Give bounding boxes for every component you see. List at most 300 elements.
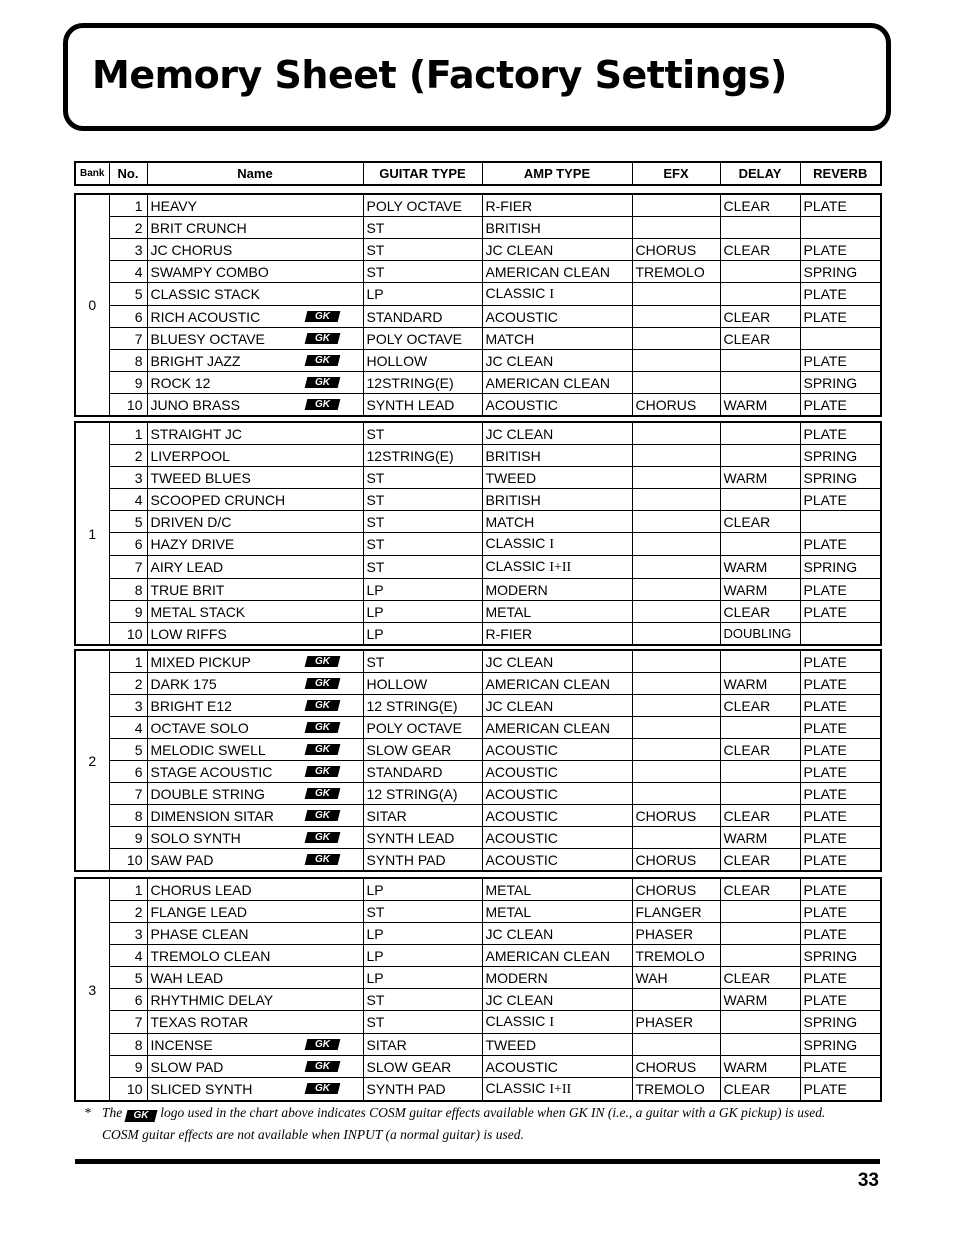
- efx: [632, 601, 720, 623]
- efx: [632, 467, 720, 489]
- efx: [632, 511, 720, 533]
- reverb: PLATE: [800, 306, 881, 328]
- amp-type: CLASSIC I: [482, 283, 632, 306]
- efx: WAH: [632, 967, 720, 989]
- guitar-type: LP: [363, 945, 482, 967]
- patch-name-cell: [147, 945, 363, 967]
- guitar-type: SYNTH LEAD: [363, 827, 482, 849]
- reverb: SPRING: [800, 372, 881, 394]
- amp-type: AMERICAN CLEAN: [482, 717, 632, 739]
- patch-number: 3: [109, 467, 147, 489]
- guitar-type: POLY OCTAVE: [363, 194, 482, 217]
- reverb: PLATE: [800, 849, 881, 872]
- bank-number: 1: [75, 422, 109, 645]
- amp-type: JC CLEAN: [482, 239, 632, 261]
- amp-type: CLASSIC I+II: [482, 1078, 632, 1102]
- amp-type: ACOUSTIC: [482, 761, 632, 783]
- patch-name: BRIT CRUNCH: [150, 219, 247, 236]
- patch-name-cell: [147, 673, 363, 695]
- patch-number: 1: [109, 194, 147, 217]
- efx: [632, 328, 720, 350]
- patch-name: DIMENSION SITAR: [150, 807, 274, 824]
- table-row: [75, 923, 881, 945]
- guitar-type: SYNTH PAD: [363, 849, 482, 872]
- table-row: [75, 394, 881, 417]
- bank-table-3: [74, 877, 882, 1102]
- guitar-type: LP: [363, 601, 482, 623]
- patch-name: SOLO SYNTH: [150, 829, 241, 846]
- patch-name: INCENSE: [150, 1036, 213, 1053]
- footnote-text-before: The: [102, 1105, 123, 1120]
- patch-name-cell: [147, 579, 363, 601]
- efx: CHORUS: [632, 239, 720, 261]
- patch-number: 6: [109, 989, 147, 1011]
- efx: [632, 623, 720, 646]
- amp-type: ACOUSTIC: [482, 394, 632, 417]
- amp-type: R-FIER: [482, 194, 632, 217]
- reverb: PLATE: [800, 967, 881, 989]
- patch-name: JUNO BRASS: [150, 396, 240, 413]
- guitar-type: LP: [363, 283, 482, 306]
- amp-type: BRITISH: [482, 445, 632, 467]
- patch-number: 9: [109, 1056, 147, 1078]
- patch-number: 6: [109, 761, 147, 783]
- patch-name: RICH ACOUSTIC: [150, 308, 261, 325]
- amp-type: TWEED: [482, 1034, 632, 1056]
- column-header-row: [74, 161, 882, 186]
- delay: [720, 422, 800, 445]
- table-row: [75, 306, 881, 328]
- patch-name-cell: [147, 394, 363, 417]
- efx: [632, 1034, 720, 1056]
- header-reverb: REVERB: [800, 162, 881, 185]
- table-row: [75, 350, 881, 372]
- patch-number: 6: [109, 306, 147, 328]
- amp-type: MODERN: [482, 967, 632, 989]
- table-row: [75, 878, 881, 901]
- patch-name-cell: [147, 783, 363, 805]
- guitar-type: LP: [363, 967, 482, 989]
- reverb: PLATE: [800, 489, 881, 511]
- patch-name-cell: [147, 923, 363, 945]
- guitar-type: HOLLOW: [363, 673, 482, 695]
- delay: CLEAR: [720, 878, 800, 901]
- efx: CHORUS: [632, 394, 720, 417]
- patch-name: LIVERPOOL: [150, 447, 230, 464]
- delay: CLEAR: [720, 739, 800, 761]
- reverb: PLATE: [800, 923, 881, 945]
- amp-type: ACOUSTIC: [482, 783, 632, 805]
- guitar-type: LP: [363, 923, 482, 945]
- table-row: [75, 283, 881, 306]
- delay: WARM: [720, 467, 800, 489]
- gk-logo-icon: GK: [304, 700, 340, 711]
- amp-type: BRITISH: [482, 489, 632, 511]
- guitar-type: POLY OCTAVE: [363, 328, 482, 350]
- table-row: [75, 467, 881, 489]
- amp-type: ACOUSTIC: [482, 805, 632, 827]
- patch-number: 7: [109, 328, 147, 350]
- efx: PHASER: [632, 1011, 720, 1034]
- patch-name: MIXED PICKUP: [150, 653, 251, 670]
- table-row: [75, 1034, 881, 1056]
- header-efx: EFX: [632, 162, 720, 185]
- delay: CLEAR: [720, 194, 800, 217]
- patch-name: SLOW PAD: [150, 1058, 224, 1075]
- patch-name-cell: [147, 350, 363, 372]
- page-title: Memory Sheet (Factory Settings): [92, 53, 787, 97]
- patch-name: DARK 175: [150, 675, 217, 692]
- patch-name-cell: [147, 445, 363, 467]
- patch-name: WAH LEAD: [150, 969, 224, 986]
- patch-name: STRAIGHT JC: [150, 425, 243, 442]
- efx: [632, 422, 720, 445]
- amp-type: JC CLEAN: [482, 422, 632, 445]
- patch-number: 3: [109, 239, 147, 261]
- patch-number: 7: [109, 783, 147, 805]
- delay: CLEAR: [720, 328, 800, 350]
- patch-number: 4: [109, 717, 147, 739]
- patch-name: DRIVEN D/C: [150, 513, 232, 530]
- patch-name-cell: [147, 717, 363, 739]
- efx: [632, 489, 720, 511]
- patch-number: 1: [109, 422, 147, 445]
- table-row: [75, 623, 881, 646]
- efx: PHASER: [632, 923, 720, 945]
- patch-name-cell: [147, 556, 363, 579]
- guitar-type: 12STRING(E): [363, 445, 482, 467]
- gk-logo-icon: GK: [304, 810, 340, 821]
- bank-number: 3: [75, 878, 109, 1101]
- header-bank: Bank: [75, 162, 109, 185]
- guitar-type: HOLLOW: [363, 350, 482, 372]
- delay: [720, 1011, 800, 1034]
- patch-name: BLUESY OCTAVE: [150, 330, 265, 347]
- patch-name: HAZY DRIVE: [150, 536, 235, 552]
- patch-number: 10: [109, 623, 147, 646]
- delay: [720, 283, 800, 306]
- patch-number: 8: [109, 350, 147, 372]
- delay: [720, 1034, 800, 1056]
- amp-type: JC CLEAN: [482, 650, 632, 673]
- patch-name-cell: [147, 827, 363, 849]
- reverb: PLATE: [800, 673, 881, 695]
- patch-number: 10: [109, 394, 147, 417]
- gk-logo-icon: GK: [304, 1039, 340, 1050]
- delay: WARM: [720, 1056, 800, 1078]
- patch-name: PHASE CLEAN: [150, 925, 249, 942]
- amp-type: JC CLEAN: [482, 923, 632, 945]
- patch-name-cell: [147, 1056, 363, 1078]
- delay: [720, 261, 800, 283]
- reverb: PLATE: [800, 239, 881, 261]
- reverb: SPRING: [800, 1011, 881, 1034]
- patch-name-cell: [147, 695, 363, 717]
- patch-number: 2: [109, 445, 147, 467]
- reverb: SPRING: [800, 445, 881, 467]
- table-row: [75, 556, 881, 579]
- reverb: SPRING: [800, 1034, 881, 1056]
- patch-name-cell: [147, 283, 363, 306]
- reverb: PLATE: [800, 717, 881, 739]
- patch-name: CLASSIC STACK: [150, 286, 260, 302]
- efx: TREMOLO: [632, 1078, 720, 1102]
- table-row: [75, 695, 881, 717]
- patch-name-cell: [147, 239, 363, 261]
- patch-name-cell: [147, 489, 363, 511]
- delay: CLEAR: [720, 695, 800, 717]
- amp-type: MATCH: [482, 328, 632, 350]
- patch-number: 2: [109, 901, 147, 923]
- table-row: [75, 511, 881, 533]
- delay: CLEAR: [720, 239, 800, 261]
- gk-logo-icon: GK: [304, 744, 340, 755]
- gk-logo-icon: GK: [304, 854, 340, 865]
- table-row: [75, 579, 881, 601]
- gk-logo-icon: GK: [304, 678, 340, 689]
- reverb: PLATE: [800, 1078, 881, 1102]
- table-row: [75, 783, 881, 805]
- patch-name: SWAMPY COMBO: [150, 263, 269, 280]
- patch-number: 6: [109, 533, 147, 556]
- table-row: [75, 650, 881, 673]
- patch-name: HEAVY: [150, 197, 197, 214]
- delay: [720, 350, 800, 372]
- bank-table-2: [74, 649, 882, 872]
- patch-name-cell: [147, 849, 363, 872]
- gk-logo-icon: GK: [304, 832, 340, 843]
- reverb: SPRING: [800, 945, 881, 967]
- amp-type: ACOUSTIC: [482, 739, 632, 761]
- patch-name: STAGE ACOUSTIC: [150, 763, 273, 780]
- gk-logo-icon: GK: [304, 377, 340, 388]
- efx: FLANGER: [632, 901, 720, 923]
- efx: [632, 372, 720, 394]
- patch-name: BRIGHT JAZZ: [150, 352, 241, 369]
- patch-number: 5: [109, 739, 147, 761]
- guitar-type: ST: [363, 1011, 482, 1034]
- guitar-type: 12 STRING(A): [363, 783, 482, 805]
- guitar-type: SYNTH LEAD: [363, 394, 482, 417]
- guitar-type: ST: [363, 261, 482, 283]
- efx: [632, 673, 720, 695]
- efx: [632, 739, 720, 761]
- patch-name: JC CHORUS: [150, 241, 233, 258]
- reverb: [800, 328, 881, 350]
- amp-type: AMERICAN CLEAN: [482, 372, 632, 394]
- efx: [632, 283, 720, 306]
- patch-name: DOUBLE STRING: [150, 785, 265, 802]
- delay: DOUBLING: [720, 623, 800, 646]
- table-row: [75, 489, 881, 511]
- efx: [632, 533, 720, 556]
- efx: [632, 194, 720, 217]
- patch-number: 8: [109, 579, 147, 601]
- efx: [632, 761, 720, 783]
- patch-name-cell: [147, 467, 363, 489]
- amp-type: ACOUSTIC: [482, 306, 632, 328]
- patch-number: 4: [109, 945, 147, 967]
- table-row: [75, 827, 881, 849]
- table-row: [75, 422, 881, 445]
- patch-name-cell: [147, 306, 363, 328]
- guitar-type: ST: [363, 901, 482, 923]
- table-row: [75, 445, 881, 467]
- amp-type: R-FIER: [482, 623, 632, 646]
- efx: CHORUS: [632, 878, 720, 901]
- patch-name-cell: [147, 967, 363, 989]
- guitar-type: ST: [363, 489, 482, 511]
- patch-name-cell: [147, 328, 363, 350]
- reverb: PLATE: [800, 878, 881, 901]
- patch-number: 10: [109, 849, 147, 872]
- reverb: PLATE: [800, 827, 881, 849]
- table-row: [75, 761, 881, 783]
- efx: [632, 217, 720, 239]
- guitar-type: ST: [363, 989, 482, 1011]
- efx: [632, 827, 720, 849]
- patch-number: 7: [109, 1011, 147, 1034]
- patch-name: SLICED SYNTH: [150, 1081, 253, 1097]
- reverb: PLATE: [800, 783, 881, 805]
- amp-type: JC CLEAN: [482, 350, 632, 372]
- patch-number: 10: [109, 1078, 147, 1102]
- efx: [632, 579, 720, 601]
- patch-number: 2: [109, 217, 147, 239]
- delay: WARM: [720, 556, 800, 579]
- patch-name: CHORUS LEAD: [150, 881, 252, 898]
- reverb: SPRING: [800, 261, 881, 283]
- gk-logo-icon: GK: [304, 355, 340, 366]
- guitar-type: ST: [363, 556, 482, 579]
- delay: [720, 489, 800, 511]
- gk-logo-icon: GK: [304, 656, 340, 667]
- table-row: [75, 805, 881, 827]
- patch-number: 3: [109, 695, 147, 717]
- delay: CLEAR: [720, 1078, 800, 1102]
- patch-name: METAL STACK: [150, 603, 246, 620]
- footnote-line-1: [102, 1102, 825, 1124]
- guitar-type: POLY OCTAVE: [363, 717, 482, 739]
- guitar-type: ST: [363, 467, 482, 489]
- patch-number: 7: [109, 556, 147, 579]
- amp-type: JC CLEAN: [482, 989, 632, 1011]
- guitar-type: SYNTH PAD: [363, 1078, 482, 1102]
- patch-name-cell: [147, 1011, 363, 1034]
- efx: [632, 783, 720, 805]
- guitar-type: STANDARD: [363, 761, 482, 783]
- patch-name-cell: [147, 623, 363, 646]
- delay: CLEAR: [720, 306, 800, 328]
- bank-table-0: [74, 193, 882, 417]
- table-row: [75, 1011, 881, 1034]
- table-row: [75, 261, 881, 283]
- gk-logo-icon: GK: [304, 722, 340, 733]
- reverb: PLATE: [800, 579, 881, 601]
- reverb: PLATE: [800, 901, 881, 923]
- amp-type: CLASSIC I: [482, 1011, 632, 1034]
- header-no: No.: [109, 162, 147, 185]
- gk-logo-icon: GK: [304, 766, 340, 777]
- table-row: [75, 673, 881, 695]
- amp-type: AMERICAN CLEAN: [482, 673, 632, 695]
- table-row: [75, 601, 881, 623]
- efx: [632, 650, 720, 673]
- guitar-type: ST: [363, 217, 482, 239]
- reverb: PLATE: [800, 989, 881, 1011]
- patch-name-cell: [147, 989, 363, 1011]
- table-row: [75, 967, 881, 989]
- efx: TREMOLO: [632, 945, 720, 967]
- table-row: [75, 217, 881, 239]
- table-row: [75, 194, 881, 217]
- patch-name-cell: [147, 805, 363, 827]
- patch-number: 2: [109, 673, 147, 695]
- efx: [632, 695, 720, 717]
- footnote-line-2: COSM guitar effects are not available when INPUT (a normal guitar) is used.: [102, 1127, 524, 1142]
- patch-number: 1: [109, 878, 147, 901]
- patch-number: 9: [109, 601, 147, 623]
- reverb: SPRING: [800, 556, 881, 579]
- gk-logo-icon: GK: [125, 1110, 158, 1122]
- patch-name: TRUE BRIT: [150, 581, 225, 598]
- table-row: [75, 989, 881, 1011]
- amp-type: TWEED: [482, 467, 632, 489]
- guitar-type: SITAR: [363, 805, 482, 827]
- delay: WARM: [720, 579, 800, 601]
- footnote-text-after: logo used in the chart above indicates COSM guitar effects available when GK IN (i.e., a guitar with a GK pickup) is used.: [160, 1105, 826, 1120]
- patch-name: AIRY LEAD: [150, 559, 224, 575]
- amp-type: METAL: [482, 901, 632, 923]
- amp-type: MODERN: [482, 579, 632, 601]
- reverb: PLATE: [800, 283, 881, 306]
- bank-number: 0: [75, 194, 109, 416]
- patch-name-cell: [147, 601, 363, 623]
- reverb: [800, 511, 881, 533]
- patch-number: 4: [109, 261, 147, 283]
- guitar-type: 12 STRING(E): [363, 695, 482, 717]
- patch-name: LOW RIFFS: [150, 625, 227, 642]
- guitar-type: LP: [363, 579, 482, 601]
- reverb: PLATE: [800, 739, 881, 761]
- efx: [632, 556, 720, 579]
- reverb: PLATE: [800, 695, 881, 717]
- guitar-type: ST: [363, 650, 482, 673]
- amp-type: CLASSIC I+II: [482, 556, 632, 579]
- amp-type: ACOUSTIC: [482, 827, 632, 849]
- table-row: [75, 1078, 881, 1102]
- patch-number: 9: [109, 372, 147, 394]
- header-name: Name: [147, 162, 363, 185]
- header-guitar-type: GUITAR TYPE: [363, 162, 482, 185]
- table-row: [75, 533, 881, 556]
- patch-name-cell: [147, 217, 363, 239]
- bank-table-1: [74, 421, 882, 646]
- delay: [720, 217, 800, 239]
- patch-name: SAW PAD: [150, 851, 214, 868]
- efx: [632, 306, 720, 328]
- table-row: [75, 328, 881, 350]
- delay: CLEAR: [720, 805, 800, 827]
- patch-name-cell: [147, 1078, 363, 1102]
- table-row: [75, 717, 881, 739]
- table-row: [75, 945, 881, 967]
- efx: [632, 350, 720, 372]
- amp-type: ACOUSTIC: [482, 849, 632, 872]
- patch-name: TEXAS ROTAR: [150, 1014, 249, 1030]
- gk-logo-icon: GK: [304, 333, 340, 344]
- patch-name: OCTAVE SOLO: [150, 719, 249, 736]
